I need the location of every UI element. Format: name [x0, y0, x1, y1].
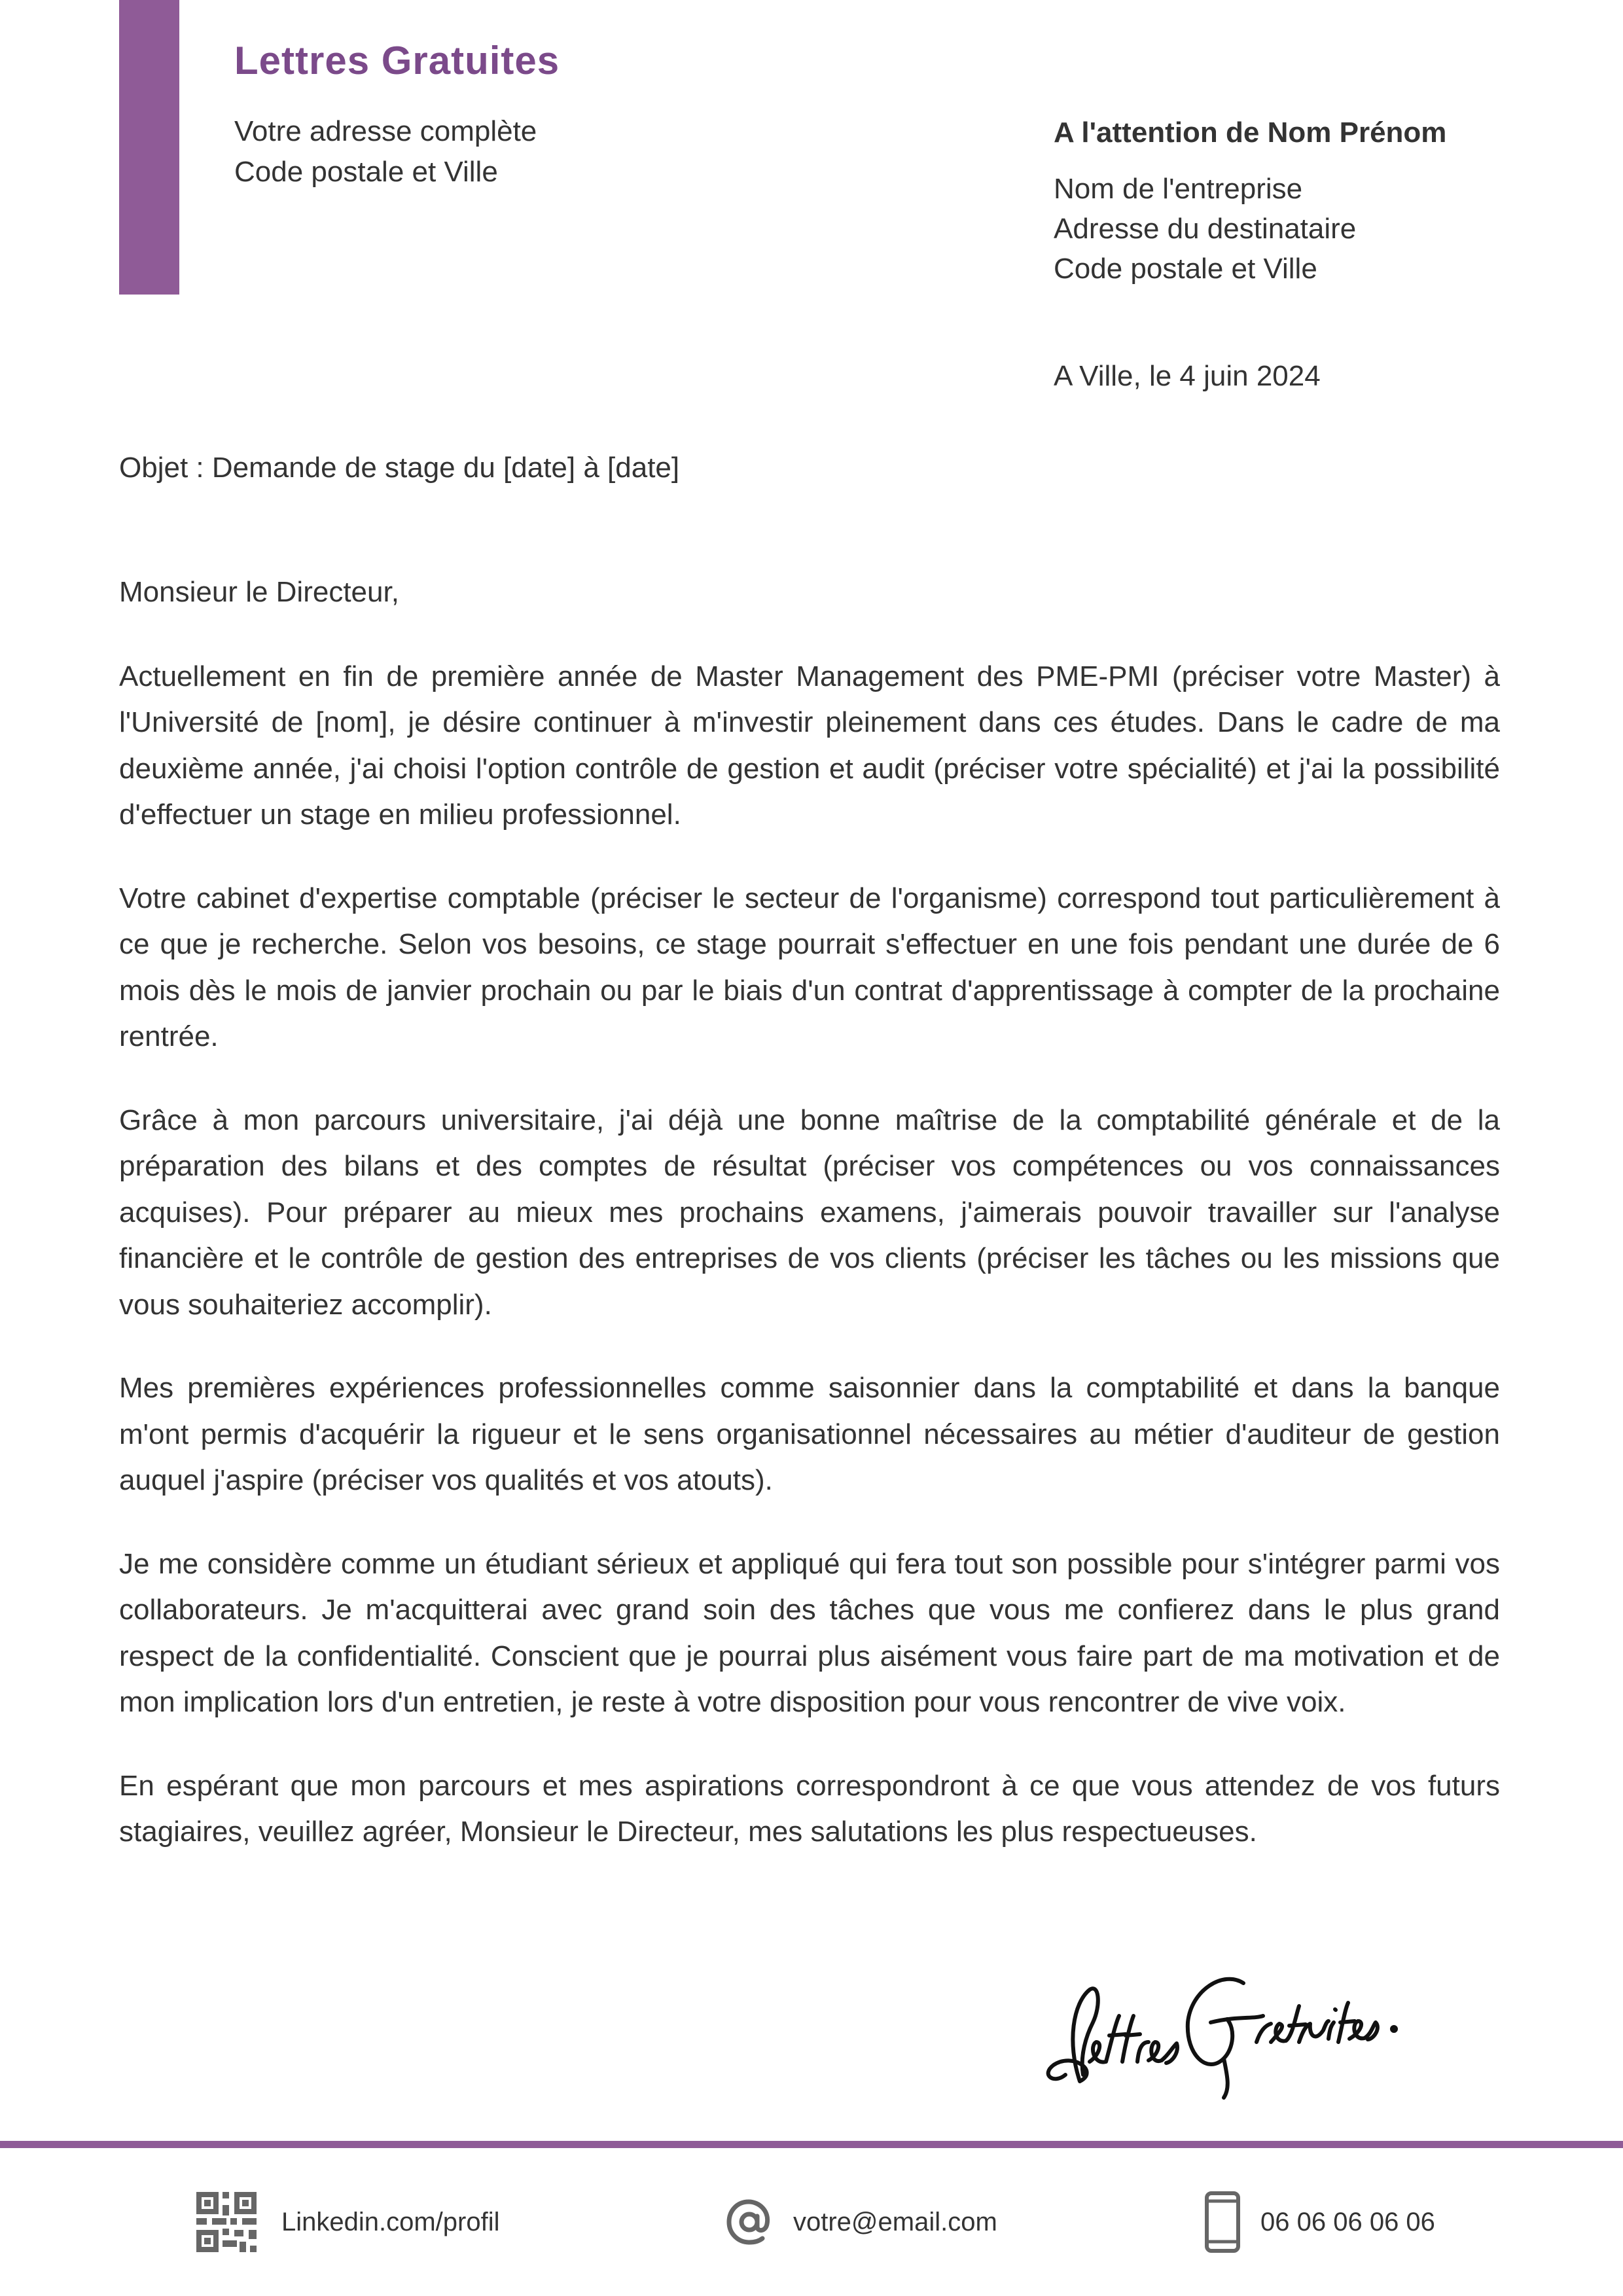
salutation: Monsieur le Directeur, [119, 576, 399, 608]
letter-date: A Ville, le 4 juin 2024 [1054, 360, 1321, 392]
paragraph-3: Grâce à mon parcours universitaire, j'ai déjà une bonne maîtrise de la comptabilité générale et de la préparation des bilans et des comptes de résultat (préciser vos compétences ou vos connaissances acquises). Pour préparer au mieux mes prochains examens, j'aimerais pouvoir travailler sur l'analyse financière et le contrôle de gestion des entreprises de vos clients (préciser les tâches ou les missions que vous souhaiteriez accomplir). [119, 1103, 1500, 1321]
paragraph-5: Je me considère comme un étudiant sérieux et appliqué qui fera tout son possible pour s'intégrer parmi vos collaborateurs. Je m'acquitterai avec grand soin des tâches que vous me confierez dans le plus grand respect de la confidentialité. Conscient que je pourrai plus aisément vous faire part de ma motivation et de mon implication lors d'un entretien, je reste à votre disposition pour vous rencontrer de vive voix. [119, 1547, 1500, 1718]
recipient-attention: A l'attention de Nom Prénom [1054, 117, 1447, 149]
footer-linkedin[interactable] [196, 2186, 500, 2258]
recipient-address: Adresse du destinataire [1054, 213, 1357, 245]
footer-email-text: votre@email.com [793, 2207, 997, 2236]
sender-address-line2: Code postale et Ville [234, 156, 498, 188]
sender-address [234, 111, 537, 192]
letter-body [119, 569, 1500, 1893]
paragraph-1: Actuellement en fin de première année de Master Management des PME-PMI (préciser votre Master) à l'Université de [nom], je désire continuer à m'investir pleinement dans ces études. Dans le cadre de ma deuxième année, j'ai choisi l'option contrôle de gestion et audit (préciser votre spécialité) et j'ai la possibilité d'effectuer un stage en milieu professionnel. [119, 660, 1500, 831]
at-sign-icon [725, 2198, 774, 2246]
paragraph-2: Votre cabinet d'expertise comptable (préciser le secteur de l'organisme) correspond tout particulièrement à ce que je recherche. Selon vos besoins, ce stage pourrait s'effectuer en une fois pendant une durée de 6 mois dès le mois de janvier prochain ou par le biais d'un contrat d'apprentissage à compter de la prochaine rentrée. [119, 882, 1500, 1052]
paragraph-closing: En espérant que mon parcours et mes aspirations correspondront à ce que vous attendez de vos futurs stagiaires, veuillez agréer, Monsieur le Directeur, mes salutations les plus respectueuses. [119, 1769, 1500, 1848]
signature-image [1027, 1944, 1420, 2108]
footer-linkedin-text: Linkedin.com/profil [281, 2207, 500, 2236]
sender-address-line1: Votre adresse complète [234, 115, 537, 147]
recipient-block [1054, 113, 1446, 289]
phone-icon [1204, 2191, 1241, 2253]
footer [0, 2186, 1623, 2258]
footer-email[interactable] [725, 2186, 997, 2258]
footer-phone-text: 06 06 06 06 06 [1260, 2207, 1435, 2236]
paragraph-4: Mes premières expériences professionnelles comme saisonnier dans la comptabilité et dans la banque m'ont permis d'acquérir la rigueur et le sens organisationnel nécessaires au métier d'auditeur de gestion auquel j'aspire (préciser vos qualités et vos atouts). [119, 1372, 1500, 1496]
qr-code-icon [196, 2192, 257, 2252]
sender-brand: Lettres Gratuites [234, 39, 560, 82]
recipient-company: Nom de l'entreprise [1054, 173, 1303, 205]
footer-phone[interactable] [1204, 2186, 1435, 2258]
letter-subject: Objet : Demande de stage du [date] à [date] [119, 452, 680, 484]
footer-divider [0, 2141, 1623, 2148]
recipient-city: Code postale et Ville [1054, 253, 1317, 285]
sender-accent-bar [119, 0, 179, 295]
